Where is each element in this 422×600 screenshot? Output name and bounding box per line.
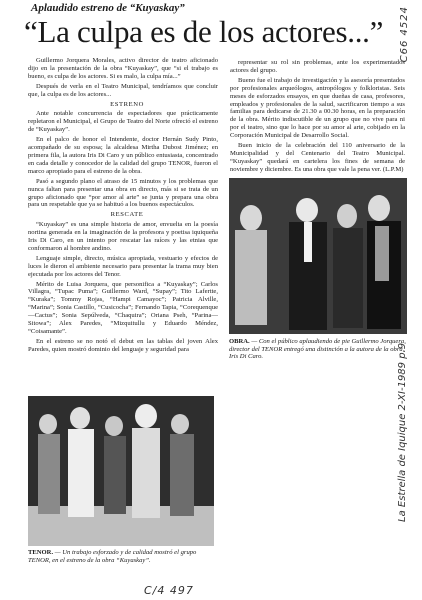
subhead-estreno: ESTRENO [110, 100, 144, 108]
article-kicker: Aplaudido estreno de “Kuyaskay” [31, 2, 185, 14]
paragraph: Buen inicio de la celebración del 110 aniversario de la Municipalidad y del Centenario del Teatro Municipal. “Kuyaskay” quedará en cartelera los fines de semana de noviembre y diciembre. Es una obra que vale la pena ver. (L.P.M) [230, 142, 405, 173]
paragraph: Ante notable concurrencia de espectadores que prácticamente repletaron el Municipal, el Grupo de Teatro del Norte ofreció el estreno de “Kuyaskay”. [28, 110, 218, 134]
photo-stage-cast [28, 396, 214, 546]
caption-label: OBRA. [229, 338, 250, 345]
caption-text: — Con el público aplaudiendo de pie Guillermo Jorquera, director del TENOR entregó una distinción a la autora de la obra, Iris Di Caro. [229, 338, 406, 361]
paragraph: Lenguaje simple, directo, música apropiada, vestuario y efectos de luces le dieron el ambiente necesario para presentar la trama muy bien ejecutada por los actores del Tenor. [28, 254, 218, 278]
paragraph: “Kuyaskay” es una simple historia de amor, envuelta en la poesía nortina generada en la imaginación de la profesora y poetisa iquiqueña Iris Di Caro, en un intento por rescatar las raíces y las etnias que conformaron al hombre andino. [28, 221, 218, 252]
left-column [28, 57, 218, 356]
paragraph: representar su rol sin problemas, ante los experimentados actores del grupo. [230, 59, 405, 74]
paragraph: Bueno fue el trabajo de investigación y la asesoría presentados por profesionales arqueólogos, antropólogos y folkloristas. Seis meses de esforzados ensayos, en que dueñas de casa, profesores, empleados y profesionales de la salud, sacrificaron tiempo a sus familias para dedicarse de 21.30 a 00.30 horas, en la preparación de la obra. Mérito indiscutible de un grupo que no vive para ni por el teatro, sino que lo hace por su amor al arte, cobijado en la Corporación Municipal de Desarrollo Social. [230, 76, 405, 140]
right-column [230, 59, 405, 176]
archive-code-note: C66 4524 [399, 6, 410, 63]
paragraph: En el estreno se no notó el debut en las tablas del joven Alex Paredes, quien mostró dominio del lenguaje y seguridad para [28, 337, 218, 353]
caption-label: TENOR. [28, 549, 54, 556]
paragraph: Guillermo Jorquera Morales, activo director de teatro aficionado dijo en la presentación de la obra “Kuyaskay”, que “si el trabajo es bueno, es culpa de los actores. Si es malo, la culpa mía...” [28, 57, 218, 80]
caption-text: — Un trabajo esforzado y de calidad mostró el grupo TENOR, en el estreno de la obra “Kuyaskay”. [28, 549, 197, 564]
paragraph: Mérito de Luisa Jorquera, que personifica a “Kuyaskay”; Carlos Villagra, “Tupac Puma”; Guillermo Ward, “Supay”; Tito Lafertte, “Kuraka”; Tommy Rojas, “Hampi Camayoc”; Patricia Alville, “Marina”; Sonia Castillo, “Cusicocha”; Fernando Tapia, “Corequenque—Cactus”; Sonia Sepúlveda, “Chaquira”; Oriana Pseh, “Parina— Sitowa”; Alex Paredes, “Mizquitullu y Eduardo Méndez, “Coisamante”. [28, 280, 218, 335]
caption-award [229, 338, 409, 361]
paragraph: Pasó a segundo plano el atraso de 15 minutos y los problemas que nunca faltan para presentar una obra en directo, más si se trata de un grupo aficionado que “por amor al arte” se junta y prepara una obra para un respetable que ya se habituó a los buenos espectáculos. [28, 177, 218, 209]
source-handwritten-note: La Estrella de Iquique 2-XI-1989 p.9 [397, 342, 408, 522]
photo-award-ceremony [229, 178, 407, 334]
caption-stage [28, 549, 218, 564]
paragraph: En el palco de honor el Intendente, doctor Hernán Sudy Pinto, acompañado de su esposa; la alcaldesa Mirtha Dubost Jiménez; en primera fila, la autora Iris Di Caro y un público entusiasta, concentrado en cada detalle y conocedor de la calidad del grupo TENOR, fueron el marco apropiado para el estreno de la obra. [28, 136, 218, 175]
photo-figures [28, 396, 214, 546]
bottom-handwritten-code: C/4 497 [144, 584, 194, 597]
paragraph: Después de verla en el Teatro Municipal, tendríamos que concluir que, la culpa es de los actores... [28, 82, 218, 98]
subhead-rescate: RESCATE [110, 211, 144, 219]
article-headline: “La culpa es de los actores...” [24, 14, 384, 49]
photo-figures [229, 178, 407, 334]
